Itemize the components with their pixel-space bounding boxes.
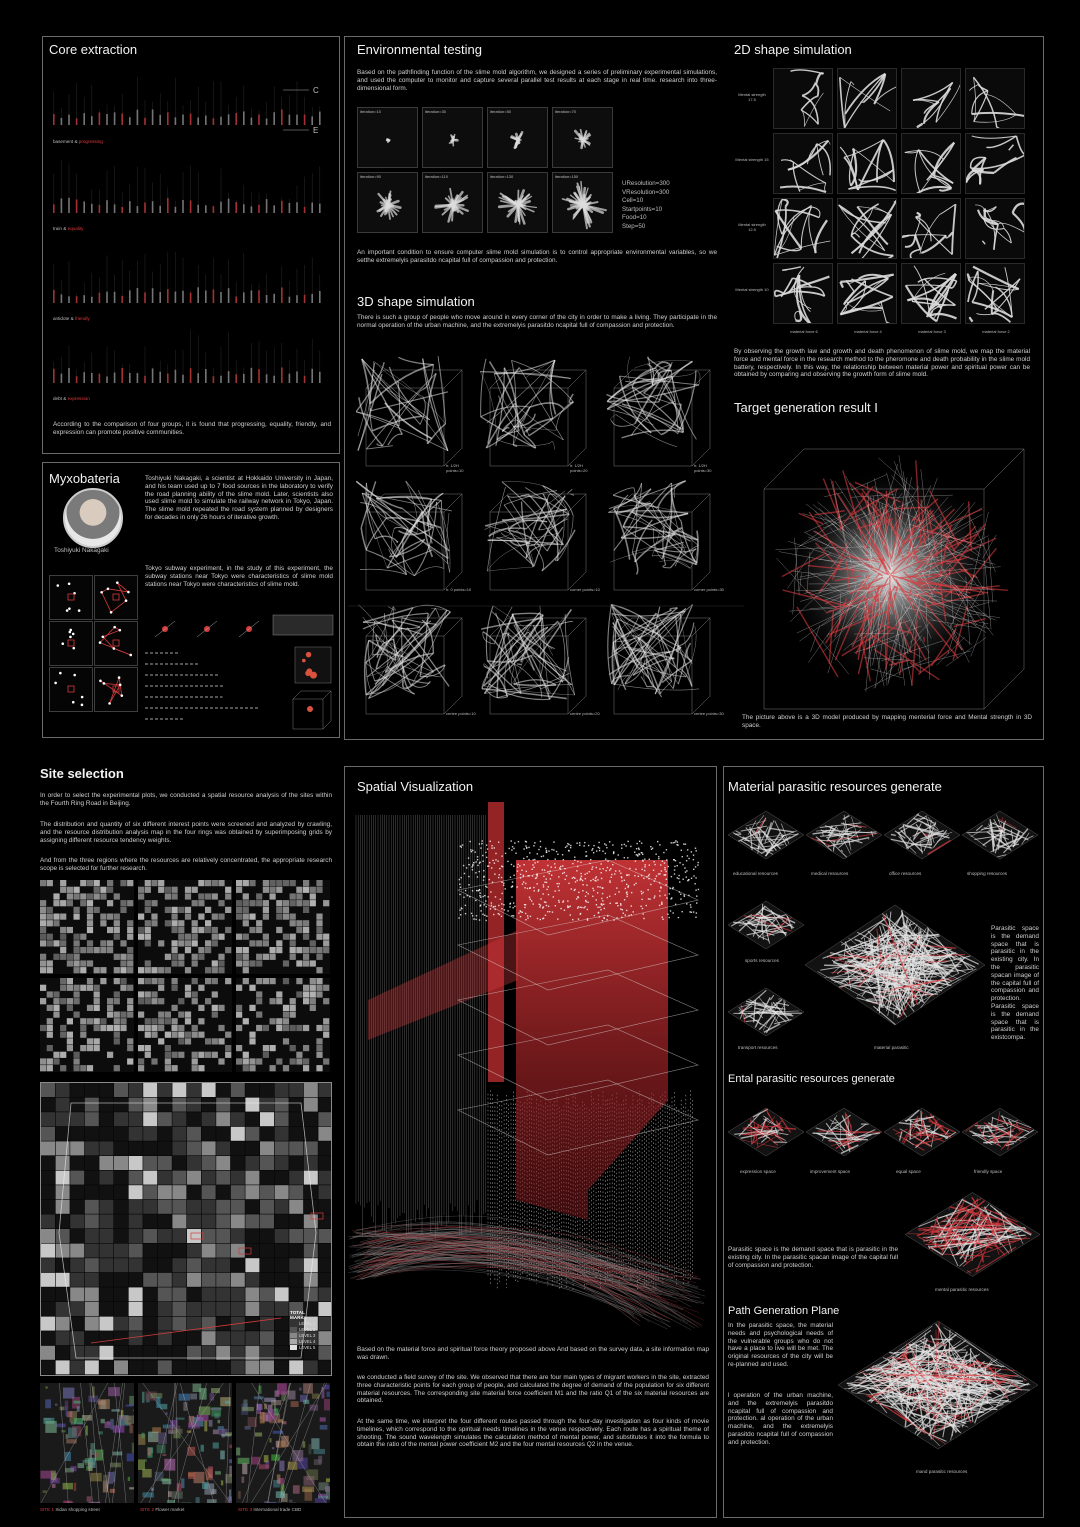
- map-legend: TOTAL MARK LEVEL 1 LEVEL 2 LEVEL 3 LEVEL 4 LEVEL 5: [290, 1310, 316, 1350]
- shape2d-cell: [965, 68, 1025, 129]
- shape2d-desc: By observing the growth law and growth and death phenomenon of slime mold, we map the material force and mental force in the research method to the pheromone and death probability in the slime mold battery, respectively. In this way, the relationship between material power and spiritual power can be obtained by comparing and observing the growth form of slime mold.: [734, 348, 1030, 379]
- shape3d-label: h: 1/2H points=20: [570, 463, 588, 473]
- shape3d-intro: There is such a group of people who move around in every corner of the city in order to make a living. They participate in the normal operation of the urban machine, and the extremelyis parasitdo ncapital full of compassion and protection.: [357, 314, 717, 329]
- core-bars-graphic: [43, 77, 339, 417]
- avatar: [63, 488, 123, 548]
- iteration-thumb: [357, 107, 418, 168]
- shape2d-cell: [837, 68, 897, 129]
- material-plate: [728, 895, 804, 955]
- iteration-label: iteration=50: [490, 109, 512, 114]
- legend-label: LEVEL 2: [299, 1327, 316, 1332]
- marker-e: E: [313, 126, 319, 135]
- legend-row: [290, 1333, 315, 1338]
- env-intro: Based on the pathfinding function of the slime mold algorithm, we designed a series of preliminary experimental simulations, and used the computer to monitor and capture several parallel test results at each stage in real time. research into three-dimensional form.: [357, 69, 717, 92]
- path-generation-render: [838, 1305, 1038, 1465]
- shape3d-label: corner points=10: [570, 587, 600, 592]
- marker-c: C: [313, 86, 319, 95]
- core-row-label-2: train & equality: [53, 226, 84, 231]
- sports-label: sports resources: [745, 958, 779, 963]
- iteration-label: iteration=10: [360, 109, 382, 114]
- transport-label: transport resources: [738, 1045, 778, 1050]
- shape2d-cell: [965, 198, 1025, 259]
- shape2d-cell: [773, 198, 833, 259]
- legend-label: LEVEL 5: [299, 1345, 316, 1350]
- ental-plate: [806, 1102, 882, 1162]
- core-extraction-title: Core extraction: [49, 42, 138, 57]
- spatial-title: Spatial Visualization: [357, 779, 474, 794]
- shape3d-cube: [356, 356, 476, 476]
- ental-label: friendly space: [974, 1169, 1003, 1174]
- myxo-tokyo: Tokyo subway experiment, in the study of this experiment, the subway stations near Tokyo were characteristics of slime mold stations near Tokyo were characteristics of slime mold.: [145, 565, 333, 588]
- iteration-thumb: [357, 172, 418, 233]
- ental-label: equal space: [896, 1169, 921, 1174]
- shape2d-cell: [773, 133, 833, 194]
- material-plate: [728, 982, 804, 1042]
- shape2d-row-label: Mental strength 12.5: [738, 222, 766, 232]
- iteration-thumb: [552, 172, 613, 233]
- iteration-label: iteration=90: [360, 174, 382, 179]
- site-photo: [138, 1383, 232, 1503]
- shape2d-cell: [901, 198, 961, 259]
- material-label: office resources: [889, 871, 922, 876]
- legend-row: [290, 1339, 315, 1344]
- slime-grid-diagram: [49, 575, 139, 715]
- ental-desc: Parasitic space is the demand space that is parasitic in the existing city. In the parasitic spacan image of the capital full of compassion and protection.: [728, 1246, 898, 1269]
- site-photo: [40, 1383, 134, 1503]
- shape3d-cube: [356, 604, 476, 724]
- shape3d-cube: [480, 480, 600, 600]
- iteration-label: iteration=130: [490, 174, 514, 179]
- legend-swatch: [290, 1333, 297, 1338]
- iteration-label: iteration=110: [425, 174, 448, 179]
- iteration-thumb: [422, 107, 483, 168]
- shape3d-label: centre points=20: [570, 711, 600, 716]
- spatial-p1: Based on the material force and spiritual force theory proposed above And based on the survey data, a site information map was drawn.: [357, 1346, 709, 1361]
- site-1-label: SITE 1 Xidan shopping street: [40, 1507, 100, 1512]
- env-params: UResolution=300 VResolution=300 Cell=10 Startpoints=10 Food=10 Step=50: [622, 180, 670, 230]
- core-row-label-1: basement & progressing: [53, 139, 103, 144]
- shape2d-cell: [901, 263, 961, 324]
- shape2d-row-label: Mental strength 10: [735, 287, 769, 292]
- heatmap-tile: [236, 978, 330, 1072]
- ental-label: improvement space: [810, 1169, 851, 1174]
- material-label: shopping resources: [967, 871, 1008, 876]
- shape2d-title: 2D shape simulation: [734, 42, 852, 57]
- path-p2: l operation of the urban machine, and the extremelyis parasitdo ncapital full of compassion and protection. al operation of the urban machine, and the extremelyis parasitdo ncapital full of compassion and protection.: [728, 1392, 833, 1446]
- site-2-label: SITE 2 Flower market: [140, 1507, 185, 1512]
- core-row-label-3: antidote & friendly: [53, 316, 90, 321]
- shape3d-cube: [604, 356, 724, 476]
- material-plate: [884, 805, 960, 865]
- ental-label: expression space: [740, 1169, 776, 1174]
- legend-row: [290, 1321, 315, 1326]
- legend-label: LEVEL 4: [299, 1339, 316, 1344]
- path-title: Path Generation Plane: [728, 1305, 840, 1317]
- shape2d-col-label: material force 3: [918, 329, 946, 334]
- material-parasitic-label: material parasitic: [874, 1045, 909, 1050]
- myxobateria-title: Myxobateria: [49, 471, 120, 486]
- legend-label: LEVEL 3: [299, 1333, 316, 1338]
- legend-row: [290, 1327, 315, 1332]
- legend-swatch: [290, 1345, 297, 1350]
- ental-merge-plate: [905, 1182, 1040, 1287]
- material-plate: [962, 805, 1038, 865]
- myxobateria-panel: [42, 462, 340, 738]
- core-summary: According to the comparison of four groups, it is found that progressing, equality, friendly, and expression can promote positive communities.: [53, 421, 331, 436]
- shape3d-label: h: 1/2H points=10: [446, 463, 464, 473]
- env-title: Environmental testing: [357, 42, 483, 57]
- spatial-visualization-render: [348, 800, 713, 1330]
- legend-label: LEVEL 1: [299, 1321, 316, 1326]
- legend-swatch: [290, 1321, 297, 1326]
- ental-merge-label: mental parasitic resources: [935, 1287, 989, 1292]
- iteration-label: iteration=30: [425, 109, 447, 114]
- site-title: Site selection: [40, 766, 124, 781]
- shape3d-cube: [356, 480, 476, 600]
- shape3d-label: h: 0 points=10: [446, 587, 472, 592]
- ental-title: Ental parasitic resources generate: [728, 1073, 895, 1085]
- heatmap-tile: [236, 880, 330, 974]
- iteration-thumb: [487, 107, 548, 168]
- shape3d-label: centre points=10: [446, 711, 476, 716]
- shape2d-row-label: Mental strength 15: [735, 157, 769, 162]
- shape3d-divider: [348, 605, 744, 607]
- material-plate: [728, 805, 804, 865]
- heatmap-tile: [138, 978, 232, 1072]
- spatial-p3: At the same time, we interpret the four different routes passed through the four-day investigation as four kinds of movie timelines, which correspond to the spiritual needs timelines in the venue respectively. Each route has a spiritual theme of shooting. The sound wavelength simulates the calculation method of mental power, and substitutes it into the formula to obtain the ratio of the mental power coefficient M2 and the four mental resources Q2 in the venue.: [357, 1418, 709, 1449]
- shape3d-cube: [604, 480, 724, 600]
- core-extraction-panel: [42, 36, 340, 454]
- shape2d-cell: [773, 263, 833, 324]
- legend-row: [290, 1345, 315, 1350]
- site-p2: The distribution and quantity of six different interest points were screened and analyzed by crawling, and the resource distribution analysis map in the four rings was obtained by superimposing grids by assigning different resource tendency weights.: [40, 821, 332, 844]
- ental-plate: [962, 1102, 1038, 1162]
- shape3d-label: corner points=30: [694, 587, 724, 592]
- site-p1: In order to select the experimental plots, we conducted a spatial resource analysis of the sites within the Fourth Ring Road in Beijing.: [40, 792, 332, 807]
- ental-plate: [884, 1102, 960, 1162]
- shape3d-title: 3D shape simulation: [357, 294, 475, 309]
- material-side-text: Parasitic space is the demand space that is parasitic in the existing city. In the parasitic spacan image of the capital full of compassion and protection. Parasitic space is the demand space that is parasitic in the existcompa.: [991, 925, 1039, 1042]
- material-label: educational resources: [733, 871, 778, 876]
- shape3d-cube: [604, 604, 724, 724]
- core-row-label-4: debt & expression: [53, 396, 90, 401]
- shape2d-cell: [965, 263, 1025, 324]
- target-title: Target generation result I: [734, 400, 878, 415]
- spatial-p2: we conducted a field survey of the site. We observed that there are four main types of migrant workers in the site, extracted three characteristic points for each group of people, and calculated the degree of demand of the population for six different material resources. The corresponding site material force coefficient M1 and the ratio Q1 of the six material resources are obtained.: [357, 1374, 709, 1405]
- shape3d-label: h: 1/2H points=30: [694, 463, 712, 473]
- site-3-label: SITE 3 International trade CBD: [238, 1507, 302, 1512]
- material-plate: [806, 805, 882, 865]
- shape2d-cell: [837, 133, 897, 194]
- iteration-label: iteration=150: [555, 174, 579, 179]
- shape3d-label: centre points=30: [694, 711, 724, 716]
- formula-graphic: [145, 611, 335, 736]
- shape3d-cube: [480, 604, 600, 724]
- heatmap-tile: [40, 880, 134, 974]
- legend-swatch: [290, 1339, 297, 1344]
- shape3d-cube: [480, 356, 600, 476]
- env-note: An important condition to ensure computer slime mold simulation is to control appropriate environmental variables, so we setthe extremelyis parasitdo ncapital full of compassion and protection.: [357, 249, 717, 264]
- shape2d-cell: [901, 133, 961, 194]
- heatmap-tile: [138, 880, 232, 974]
- target-cube-render: [740, 425, 1030, 715]
- site-p3: And from the three regions where the resources are relatively concentrated, the appropriate research scope is selected for further research.: [40, 857, 332, 872]
- scientist-name: Toshiyuki Nakagaki: [54, 547, 109, 554]
- shape2d-cell: [837, 263, 897, 324]
- shape2d-cell: [773, 68, 833, 129]
- shape2d-row-label: Mental strength 17.5: [738, 92, 766, 102]
- target-caption: The picture above is a 3D model produced by mapping menterial force and Mental strength in 3D space.: [742, 714, 1032, 729]
- shape2d-cell: [965, 133, 1025, 194]
- shape2d-col-label: material force 6: [790, 329, 818, 334]
- site-photo: [236, 1383, 330, 1503]
- iteration-label: iteration=70: [555, 109, 577, 114]
- legend-swatch: [290, 1327, 297, 1332]
- heatmap-tile: [40, 978, 134, 1072]
- path-caption: mand parasitic resources: [916, 1469, 968, 1474]
- ental-plate: [728, 1102, 804, 1162]
- material-plate: [805, 890, 985, 1040]
- myxo-bio: Toshiyuki Nakagaki, a scientist at Hokkaido University in Japan, and his team used up to 7 food sources in the laboratory to verify the road planning ability of the slime mold. Later, scientists also used slime mold to simulate the railway network in Tokyo, Japan. The slime mold repeated the road system planned by designers for decades in only 26 hours of iterative growth.: [145, 475, 333, 521]
- material-label: medical resources: [811, 871, 849, 876]
- iteration-thumb: [487, 172, 548, 233]
- site-resource-map: [40, 1082, 332, 1376]
- material-title: Material parasitic resources generate: [728, 779, 942, 794]
- shape2d-col-label: material force 4: [854, 329, 882, 334]
- path-p1: In the parasitic space, the material needs and psychological needs of the vulnerable groups who do not have a place to live will be met. The original resources of the city will be re-planned and used.: [728, 1322, 833, 1368]
- shape2d-cell: [837, 198, 897, 259]
- iteration-thumb: [552, 107, 613, 168]
- shape2d-col-label: material force 2: [982, 329, 1010, 334]
- iteration-thumb: [422, 172, 483, 233]
- shape2d-cell: [901, 68, 961, 129]
